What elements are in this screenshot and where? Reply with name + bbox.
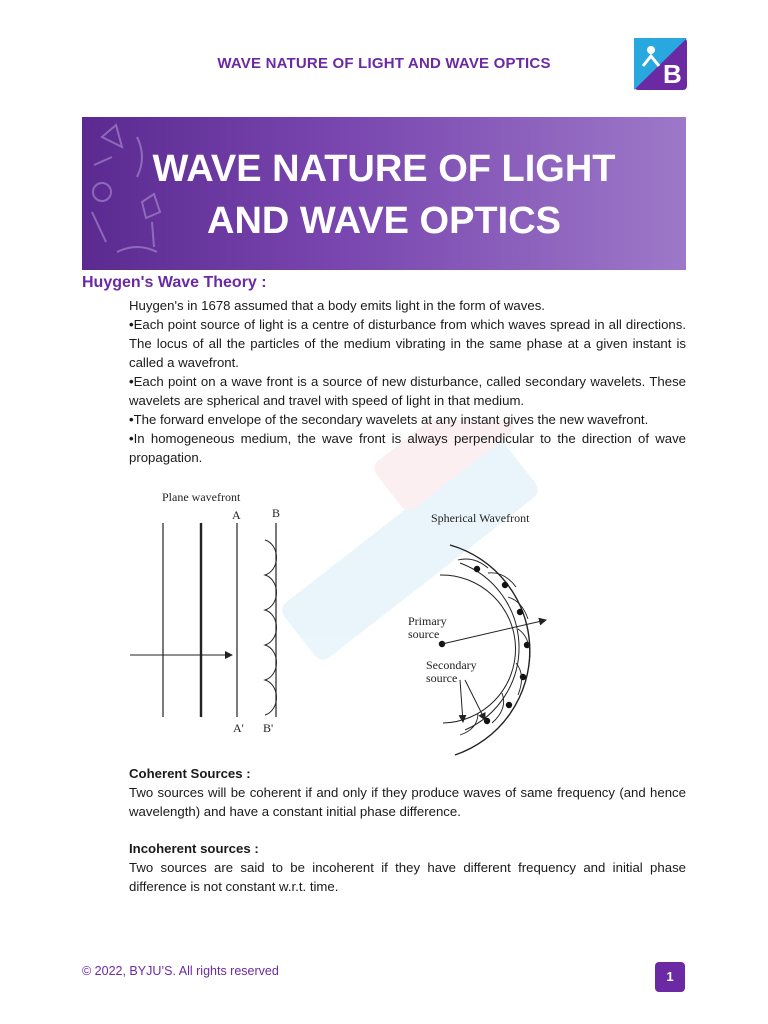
ray-arrow xyxy=(442,620,546,644)
theory-bullet: • In homogeneous medium, the wave front is always perpendicular to the direction of wave propagation. xyxy=(129,429,686,467)
label-a-prime: A' xyxy=(233,721,244,735)
theory-bullet: • Each point on a wave front is a source of new disturbance, called secondary wavelets. These wavelets are spherical and travel with speed of light in that medium. xyxy=(129,372,686,410)
spherical-wavefront-label: Spherical Wavefront xyxy=(431,511,530,525)
copyright-footer: © 2022, BYJU’S. All rights reserved xyxy=(82,964,279,978)
banner-title-line-1: WAVE NATURE OF LIGHT xyxy=(152,148,616,190)
logo-letter: B xyxy=(663,59,682,89)
running-header-title: WAVE NATURE OF LIGHT AND WAVE OPTICS xyxy=(217,55,551,72)
theory-bullet: • Each point source of light is a centre of disturbance from which waves spread in all directions. The locus of all the particles of the medium vibrating in the same phase at a given instant is called a wavefront. xyxy=(129,315,686,372)
plane-wavefront-label: Plane wavefront xyxy=(162,490,241,504)
secondary-label-1: Secondary xyxy=(426,658,477,672)
theory-text xyxy=(129,296,686,467)
page-number-badge: 1 xyxy=(655,962,685,992)
title-banner xyxy=(82,117,686,270)
secondary-label-2: source xyxy=(426,671,458,685)
label-b-prime: B' xyxy=(263,721,274,735)
secondary-arrow xyxy=(465,680,485,720)
banner-title-line-2: AND WAVE OPTICS xyxy=(207,200,561,242)
coherent-heading: Coherent Sources : xyxy=(129,766,251,781)
label-b: B xyxy=(272,506,281,520)
secondary-arrow xyxy=(460,680,463,722)
coherent-text: Two sources will be coherent if and only if they produce waves of same frequency (and hence wavelength) and have a constant initial phase difference. xyxy=(129,785,686,819)
banner-title xyxy=(82,143,686,247)
incoherent-section xyxy=(129,839,686,896)
incoherent-heading: Incoherent sources : xyxy=(129,841,259,856)
incoherent-text: Two sources are said to be incoherent if they have different frequency and initial phase difference is not constant w.r.t. time. xyxy=(129,860,686,894)
wavefront-figure xyxy=(120,485,560,760)
primary-label-2: source xyxy=(408,627,440,641)
section-heading: Huygen's Wave Theory : xyxy=(82,274,267,291)
theory-bullet: • The forward envelope of the secondary wavelets at any instant gives the new wavefront. xyxy=(129,410,686,429)
theory-intro: Huygen's in 1678 assumed that a body emits light in the form of waves. xyxy=(129,298,545,313)
outer-wavefront xyxy=(450,545,530,755)
primary-label-1: Primary xyxy=(408,614,447,628)
label-a: A xyxy=(232,508,241,522)
byjus-logo-icon xyxy=(634,38,687,90)
secondary-wavelets xyxy=(265,540,276,715)
coherent-section xyxy=(129,764,686,821)
